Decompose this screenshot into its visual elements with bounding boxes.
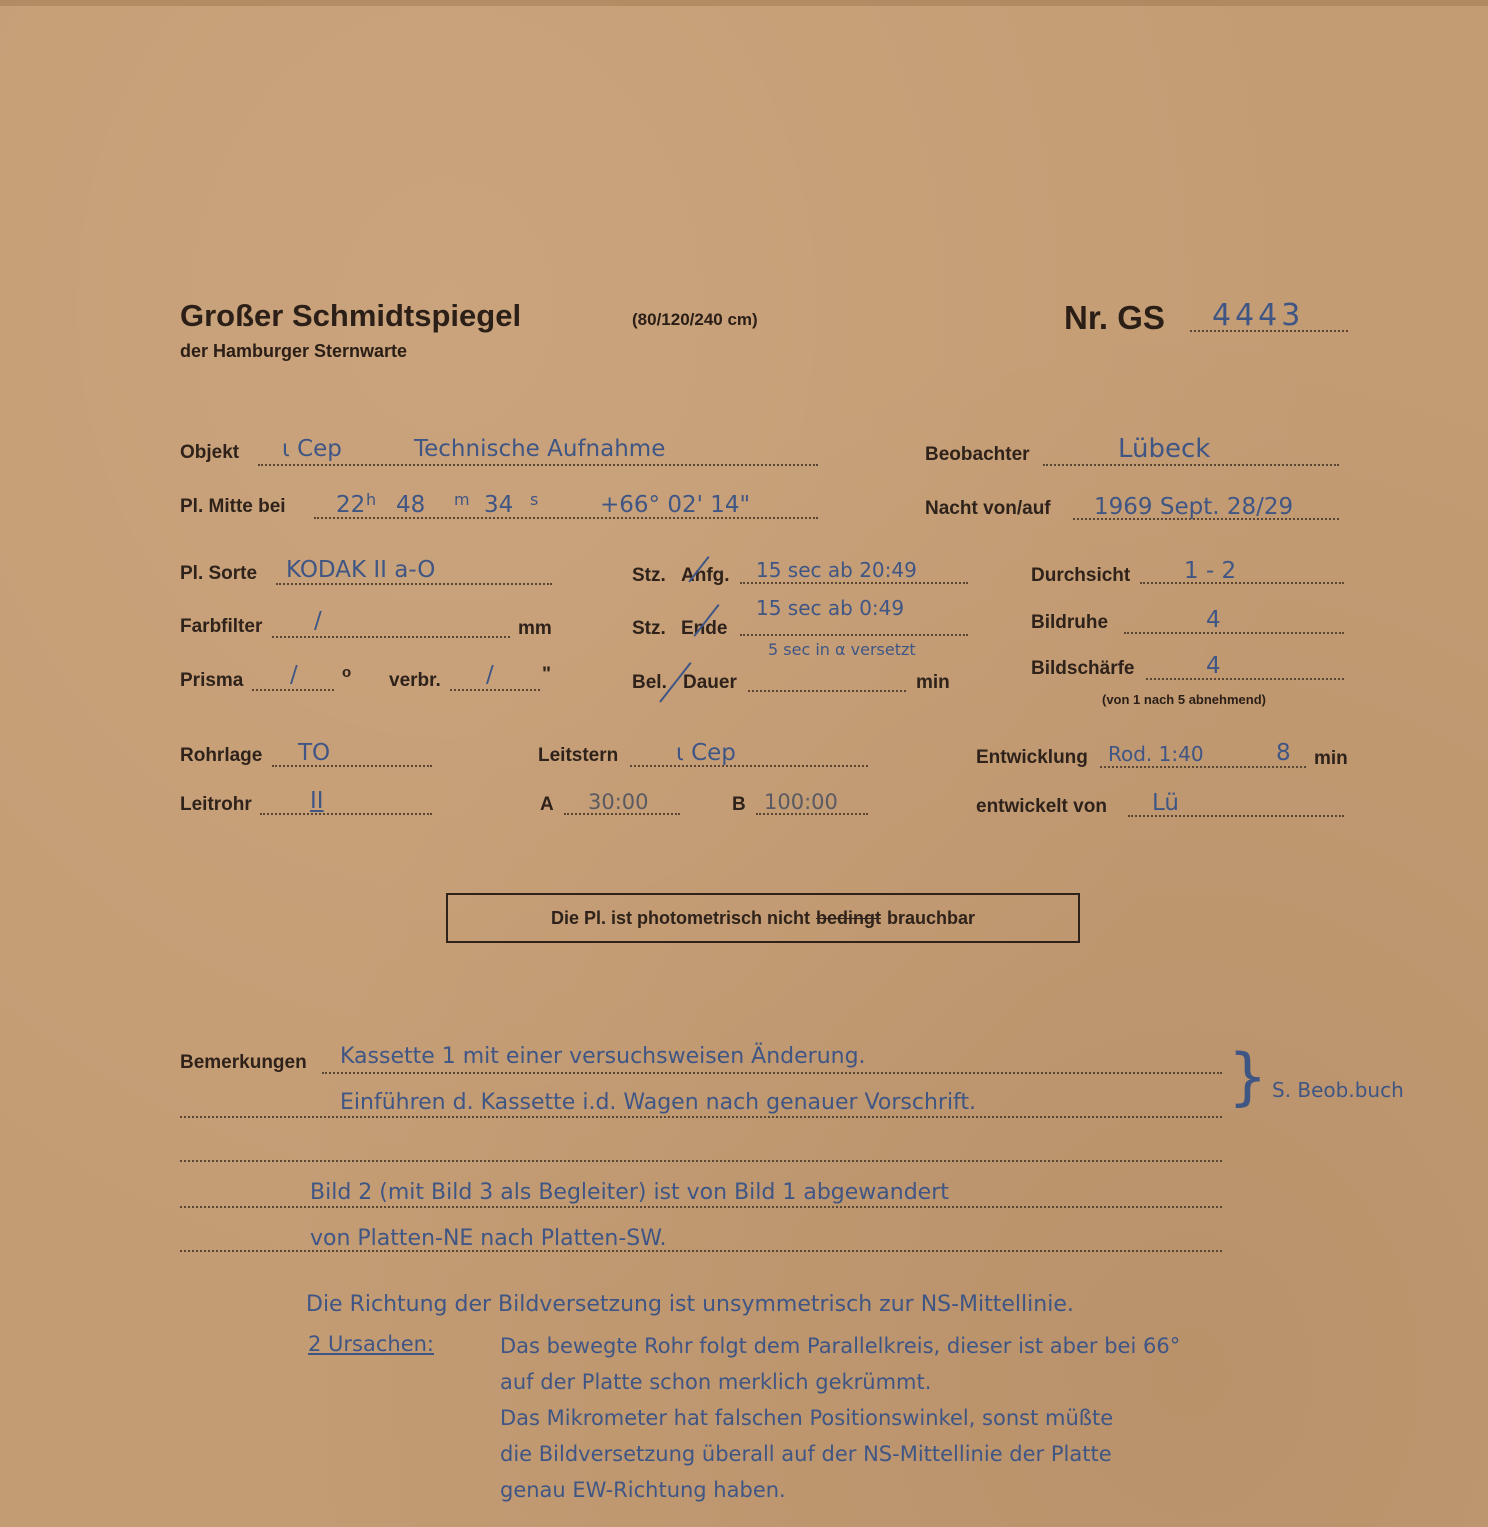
objekt-star: ι Cep	[282, 436, 342, 462]
ra-hours: 22	[336, 492, 366, 518]
prisma-degree-unit: o	[342, 664, 352, 681]
stz-anfg-label: Anfg.	[681, 565, 730, 586]
remark-causes-label: 2 Ursachen:	[308, 1332, 435, 1356]
verbr-value: /	[486, 662, 494, 688]
prisma-value: /	[290, 662, 298, 688]
remark-line-8: Das Mikrometer hat falschen Positionswinkel, sonst müßte	[500, 1406, 1114, 1430]
bel-dauer-label: Dauer	[683, 672, 737, 693]
bel-dauer-line	[748, 690, 906, 692]
a-line	[564, 813, 680, 815]
entwickelt-line	[1128, 815, 1344, 817]
form-subtitle: der Hamburger Sternwarte	[180, 341, 408, 361]
remark-rule-1	[322, 1072, 1222, 1074]
form-dimensions: (80/120/240 cm)	[632, 310, 758, 329]
rohrlage-value: TO	[298, 740, 331, 766]
ra-minutes-unit: m	[454, 490, 470, 509]
entwicklung-line	[1100, 766, 1306, 768]
b-line	[756, 813, 868, 815]
remark-line-2: Einführen d. Kassette i.d. Wagen nach genauer Vorschrift.	[340, 1090, 977, 1115]
bildruhe-label: Bildruhe	[1031, 612, 1109, 633]
remark-line-10: genau EW-Richtung haben.	[500, 1478, 786, 1502]
stz-ende-line	[740, 634, 968, 636]
photometric-status-prefix: Die Pl. ist photometrisch nicht	[550, 907, 810, 928]
stz-ende-label-prefix: Stz.	[632, 618, 666, 639]
plate-number-value: 4443	[1212, 298, 1305, 333]
entwicklung-minutes: 8	[1276, 740, 1291, 766]
nacht-label: Nacht von/auf	[925, 498, 1051, 519]
pl-mitte-line	[314, 517, 818, 519]
pl-sorte-value: KODAK II a-O	[286, 557, 436, 583]
stz-ende-value: 15 sec ab 0:49	[756, 596, 905, 620]
prisma-line	[252, 689, 334, 691]
verbr-line	[450, 689, 540, 691]
entwicklung-label: Entwicklung	[976, 747, 1088, 768]
farbfilter-label: Farbfilter	[180, 616, 263, 637]
objekt-label: Objekt	[180, 442, 240, 463]
plate-number-label: Nr. GS	[1064, 299, 1165, 336]
remark-line-4: von Platten-NE nach Platten-SW.	[310, 1226, 667, 1251]
bemerkungen-label: Bemerkungen	[180, 1052, 307, 1073]
plate-number-line	[1190, 330, 1348, 332]
remark-line-5: Die Richtung der Bildversetzung ist unsymmetrisch zur NS-Mittellinie.	[306, 1292, 1074, 1317]
bildschaerfe-label: Bildschärfe	[1031, 658, 1135, 679]
entwicklung-value: Rod. 1:40	[1108, 742, 1204, 766]
remark-rule-5	[180, 1250, 1222, 1252]
pl-sorte-label: Pl. Sorte	[180, 563, 258, 584]
form-title: Großer Schmidtspiegel	[180, 298, 522, 333]
durchsicht-line	[1140, 582, 1344, 584]
entwickelt-value: Lü	[1152, 790, 1179, 816]
remark-line-9: die Bildversetzung überall auf der NS-Mittellinie der Platte	[500, 1442, 1112, 1466]
farbfilter-unit: mm	[518, 618, 552, 639]
bildruhe-line	[1124, 632, 1344, 634]
a-value: 30:00	[588, 790, 649, 814]
remark-rule-4	[180, 1206, 1222, 1208]
leitstern-line	[630, 765, 868, 767]
leitrohr-value: II	[310, 788, 324, 814]
scale-note: (von 1 nach 5 abnehmend)	[1102, 692, 1266, 707]
durchsicht-label: Durchsicht	[1031, 565, 1131, 586]
photometric-status-box	[446, 893, 1080, 943]
bildschaerfe-line	[1146, 678, 1344, 680]
pl-sorte-line	[276, 583, 552, 585]
b-label: B	[732, 794, 746, 815]
nacht-value: 1969 Sept. 28/29	[1094, 494, 1294, 520]
photometric-status-suffix: brauchbar	[887, 907, 976, 928]
bildruhe-value: 4	[1206, 607, 1221, 633]
durchsicht-value: 1 - 2	[1184, 558, 1237, 584]
rohrlage-label: Rohrlage	[180, 745, 263, 766]
verbr-label: verbr.	[389, 670, 441, 691]
nacht-line	[1073, 518, 1339, 520]
stz-anfg-line	[740, 582, 968, 584]
ra-minutes: 48	[396, 492, 426, 518]
ra-seconds-unit: s	[530, 490, 539, 509]
ra-hours-unit: h	[366, 490, 377, 509]
remark-line-7: auf der Platte schon merklich gekrümmt.	[500, 1370, 932, 1394]
pl-mitte-label: Pl. Mitte bei	[180, 496, 286, 517]
remark-line-1: Kassette 1 mit einer versuchsweisen Änderung.	[340, 1044, 866, 1069]
declination: +66° 02' 14"	[600, 492, 751, 518]
beobachter-label: Beobachter	[925, 444, 1030, 465]
stz-ende-label: Ende	[681, 618, 728, 639]
bildschaerfe-value: 4	[1206, 653, 1221, 679]
leitstern-value: ι Cep	[676, 740, 736, 766]
remark-brace: }	[1228, 1040, 1268, 1113]
objekt-line	[258, 464, 818, 466]
verbr-unit: "	[542, 664, 552, 685]
stz-ende-note: 5 sec in α versetzt	[768, 640, 916, 659]
leitstern-label: Leitstern	[538, 745, 619, 766]
prisma-label: Prisma	[180, 670, 244, 691]
paper-edge	[0, 0, 1488, 6]
entwickelt-label: entwickelt von	[976, 796, 1107, 817]
remark-rule-2	[180, 1116, 1222, 1118]
remark-line-3: Bild 2 (mit Bild 3 als Begleiter) ist von Bild 1 abgewandert	[310, 1180, 949, 1205]
a-label: A	[540, 794, 554, 815]
remark-rule-3	[180, 1160, 1222, 1162]
leitrohr-label: Leitrohr	[180, 794, 252, 815]
b-value: 100:00	[764, 790, 838, 814]
objekt-description: Technische Aufnahme	[414, 436, 666, 462]
leitrohr-line	[260, 813, 432, 815]
entwicklung-unit: min	[1314, 748, 1348, 769]
bel-dauer-label-prefix: Bel.	[632, 672, 667, 693]
stz-anfg-label-prefix: Stz.	[632, 565, 666, 586]
farbfilter-line	[272, 636, 510, 638]
ra-seconds: 34	[484, 492, 514, 518]
bel-dauer-unit: min	[916, 672, 950, 693]
rohrlage-line	[272, 765, 432, 767]
beobachter-line	[1043, 464, 1339, 466]
farbfilter-value: /	[314, 608, 322, 634]
photometric-status-struck: bedingt	[816, 907, 881, 928]
remark-reference: S. Beob.buch	[1272, 1078, 1404, 1102]
beobachter-value: Lübeck	[1118, 434, 1211, 464]
remark-line-6: Das bewegte Rohr folgt dem Parallelkreis, dieser ist aber bei 66°	[500, 1334, 1181, 1358]
stz-anfg-value: 15 sec ab 20:49	[756, 558, 917, 582]
